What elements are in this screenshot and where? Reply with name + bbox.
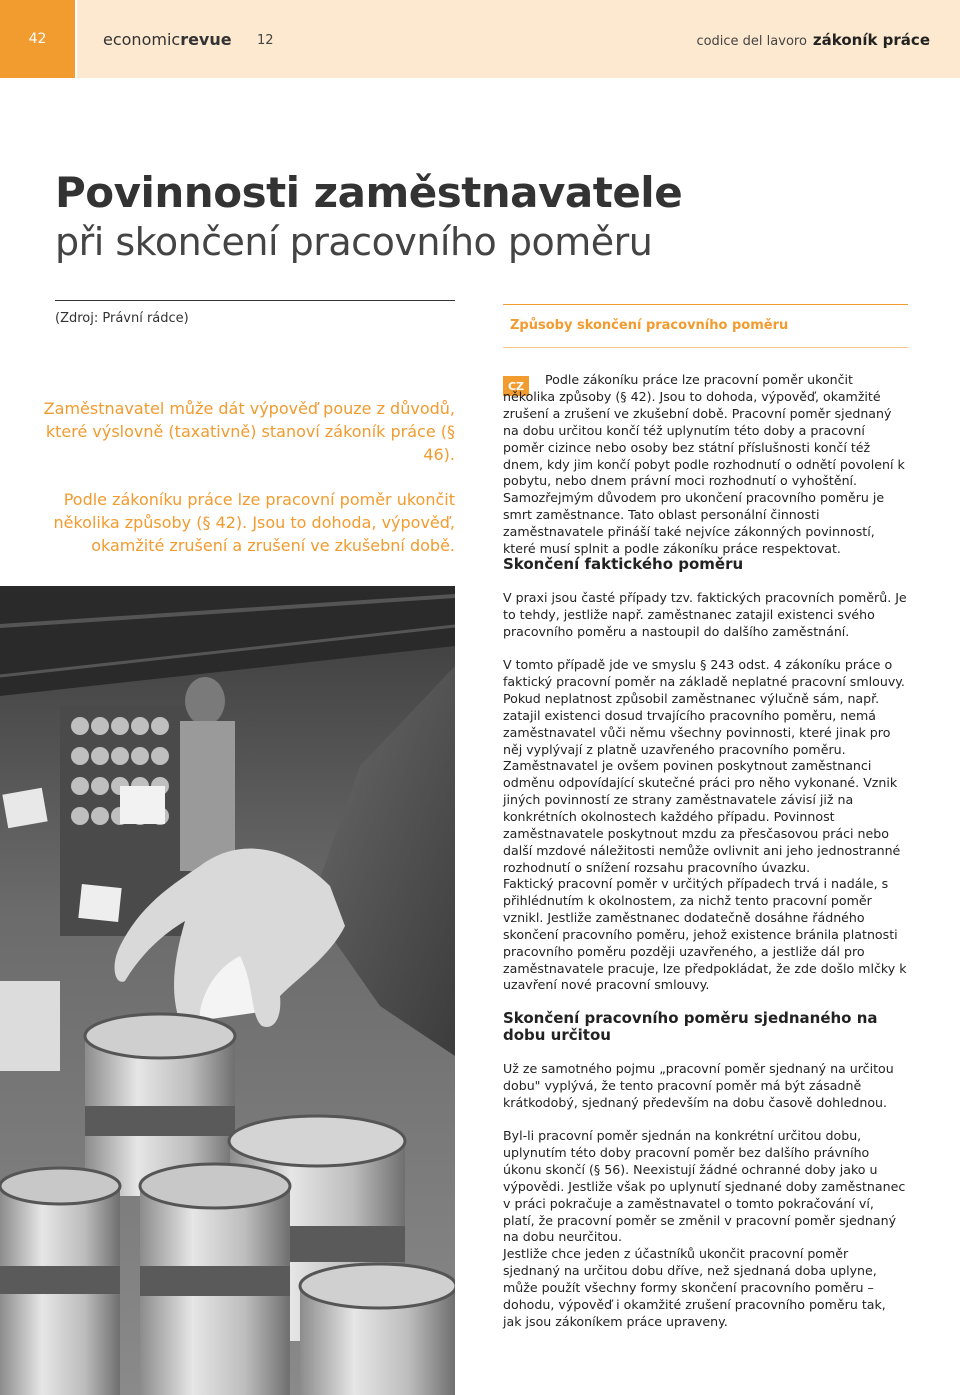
- box-title-underline: [503, 347, 908, 348]
- paragraph: Faktický pracovní poměr v určitých případech trvá i nadále, s přihlédnutím k okolnostem, za nichž tento pracovní poměr vznikl. Jestliže zaměstnanec dodatečně dosáhne řádného skončení pracovního poměru, jehož existence bránila platnosti pracovního poměru později uzavřeného, a jestliže dál pro zaměstnavatele pracuje, lze předpokládat, že zde došlo mlčky k uzavření nové pracovní smlouvy.: [503, 876, 907, 993]
- section-title: zákoník práce: [812, 31, 930, 49]
- issue-number: 12: [257, 33, 274, 48]
- article-title: Povinnosti zaměstnavatele: [55, 168, 683, 217]
- article-source: (Zdroj: Právní rádce): [55, 311, 189, 326]
- page-number: 42: [28, 31, 47, 47]
- paragraph: V tomto případě jde ve smyslu § 243 odst. 4 zákoníku práce o faktický pracovní poměr na základě neplatné pracovní smlouvy. Pokud neplatnost způsobil zaměstnanec výlučně sám, např. zatajil existenci dosud trvajícího pracovního poměru, nemá zaměstnavatel vůči němu všechny povinnosti, které jinak pro něj vyplývají z platně uzavřeného pracovního poměru. Zaměstnavatel je ovšem povinen poskytnout zaměstnanci odměnu odpovídající skutečné práci pro něho vykonané. Vznik jiných povinností ze strany zaměstnavatele závisí již na konkrétních okolnostech každého případu. Povinnost zaměstnavatele poskytnout mzdu za přesčasovou práci nebo další mzdové náležitosti nemůže ovlivnit ani jeho jednostranné rozhodnutí o snížení rozsahu pracovního úvazku.: [503, 657, 905, 875]
- paragraph: Byl-li pracovní poměr sjednán na konkrétní určitou dobu, uplynutím této doby pracovní poměr bez dalšího právního úkonu skončí (§ 56). Neexistují žádné ochranné doby jako u výpovědi. Jestliže však po uplynutí sjednané doby zaměstnanec v práci pokračuje a zaměstnavatel o tomto pokračování ví, platí, že pracovní poměr se změnil v pracovní poměr sjednaný na dobu neurčitou.: [503, 1128, 906, 1245]
- market-photo: [0, 586, 455, 1395]
- paragraph: V praxi jsou časté případy tzv. faktických pracovních poměrů. Je to tehdy, jestliže např. zaměstnanec zatajil existenci svého pracovního poměru a nastoupil do dalšího zaměstnání.: [503, 590, 907, 639]
- box-title: Způsoby skončení pracovního poměru: [510, 318, 789, 333]
- section-heading: Skončení faktického poměru: [503, 555, 744, 573]
- pull-quote: Podle zákoníku práce lze pracovní poměr ukončit několika způsoby (§ 42). Jsou to dohoda, výpověď, okamžité zrušení a zrušení ve zkušební době.: [53, 490, 455, 555]
- paragraph: Už ze samotného pojmu „pracovní poměr sjednaný na určitou dobu" vyplývá, že tento pracovní poměr má být zásadně krátkodobý, sjednaný především na dobu časově dohlednou.: [503, 1061, 894, 1110]
- section-label: [696, 31, 930, 49]
- article-subtitle: při skončení pracovního poměru: [55, 220, 653, 264]
- box-top-rule: [503, 304, 908, 305]
- brand-logo: [103, 30, 232, 49]
- section-label-text: codice del lavoro: [696, 34, 807, 49]
- cz-badge: CZ: [503, 376, 529, 396]
- source-divider: [55, 300, 455, 301]
- brand-prefix: economic: [103, 30, 181, 49]
- box-text: Podle zákoníku práce lze pracovní poměr ukončit několika způsoby (§ 42). Jsou to dohoda, výpověď, okamžité zrušení a zrušení ve zkušební době. Pracovní poměr sjednaný na dobu určitou končí též uplynutím této doby a pracovní poměr cizince nebo osoby bez státní příslušnosti končí též dnem, kdy jim končí pobyt podle rozhodnutí o odnětí povolení k pobytu, nebo dnem právní moci rozhodnutí o vyhoštění. Samozřejmým důvodem pro ukončení pracovního poměru je smrt zaměstnance. Tato oblast personální činnosti zaměstnavatele přináší také nejvíce zákonných povinností, které musí splnit a podle zákoníku práce respektovat.: [503, 372, 905, 557]
- paragraph: Jestliže chce jeden z účastníků ukončit pracovní poměr sjednaný na určitou dobu dříve, než sjednaná doba uplyne, může použít všechny formy skončení pracovního poměru – dohodu, výpověď i okamžité zrušení pracovního poměru tak, jak jsou zákoníkem práce upraveny.: [503, 1246, 886, 1329]
- section-heading: Skončení pracovního poměru sjednaného na dobu určitou: [503, 1009, 878, 1044]
- brand-suffix: revue: [180, 30, 232, 49]
- pull-quote: Zaměstnavatel může dát výpověď pouze z důvodů, které výslovně (taxativně) stanoví zákoník práce (§ 46).: [43, 399, 455, 464]
